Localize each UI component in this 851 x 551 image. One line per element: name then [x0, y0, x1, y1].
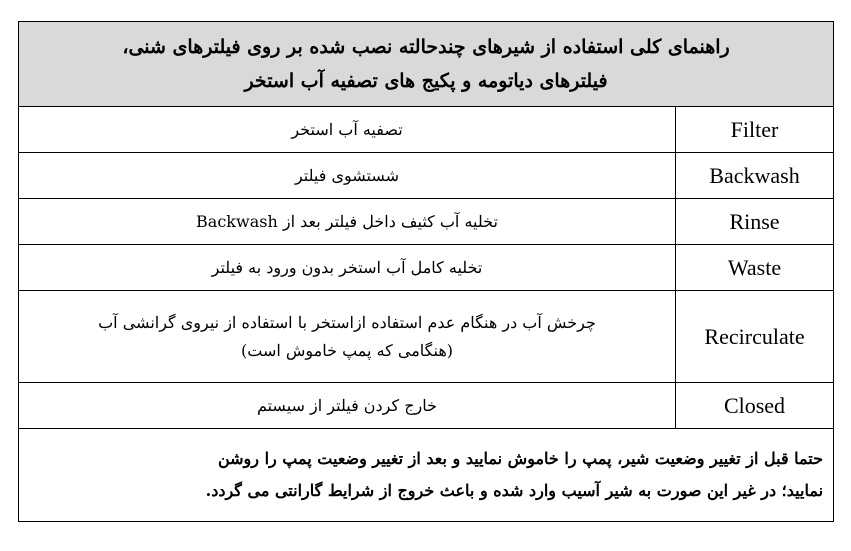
mode-description: تخلیه آب کثیف داخل فیلتر بعد از Backwash: [19, 199, 676, 245]
mode-description: شستشوی فیلتر: [19, 153, 676, 199]
mode-name: Filter: [676, 107, 834, 153]
table-row: [19, 245, 834, 291]
mode-description: [19, 291, 676, 383]
mode-description: تخلیه کامل آب استخر بدون ورود به فیلتر: [19, 245, 676, 291]
mode-description-line-1: چرخش آب در هنگام عدم استفاده ازاستخر با استفاده از نیروی گرانشی آب: [98, 312, 596, 332]
table-row: [19, 291, 834, 383]
mode-name: Closed: [676, 383, 834, 429]
mode-description: تصفیه آب استخر: [19, 107, 676, 153]
table-row: [19, 153, 834, 199]
title-row: [19, 22, 834, 107]
note-line-1: حتما قبل از تغییر وضعیت شیر، پمپ را خاموش نمایید و بعد از تغییر وضعیت پمپ را روشن: [217, 449, 824, 468]
mode-description: خارج کردن فیلتر از سیستم: [19, 383, 676, 429]
mode-name: Recirculate: [676, 291, 834, 383]
note-line-2: نمایید؛ در غیر این صورت به شیر آسیب وارد شده و باعث خروج از شرایط گارانتی می گردد.: [205, 481, 824, 500]
table-row: [19, 383, 834, 429]
mode-name: Backwash: [676, 153, 834, 199]
mode-name: Waste: [676, 245, 834, 291]
table-row: [19, 107, 834, 153]
table-title: [19, 22, 834, 107]
mode-description-line-2: (هنگامی که پمپ خاموش است): [240, 340, 453, 360]
mode-name: Rinse: [676, 199, 834, 245]
title-line-2: فیلترهای دیاتومه و پکیج های تصفیه آب استخر: [244, 70, 608, 92]
note-row: [19, 429, 834, 522]
valve-guide-table: [18, 21, 834, 522]
table-row: [19, 199, 834, 245]
warning-note: [19, 429, 834, 522]
title-line-1: راهنمای کلی استفاده از شیرهای چندحالته نصب شده بر روی فیلترهای شنی،: [122, 36, 730, 58]
